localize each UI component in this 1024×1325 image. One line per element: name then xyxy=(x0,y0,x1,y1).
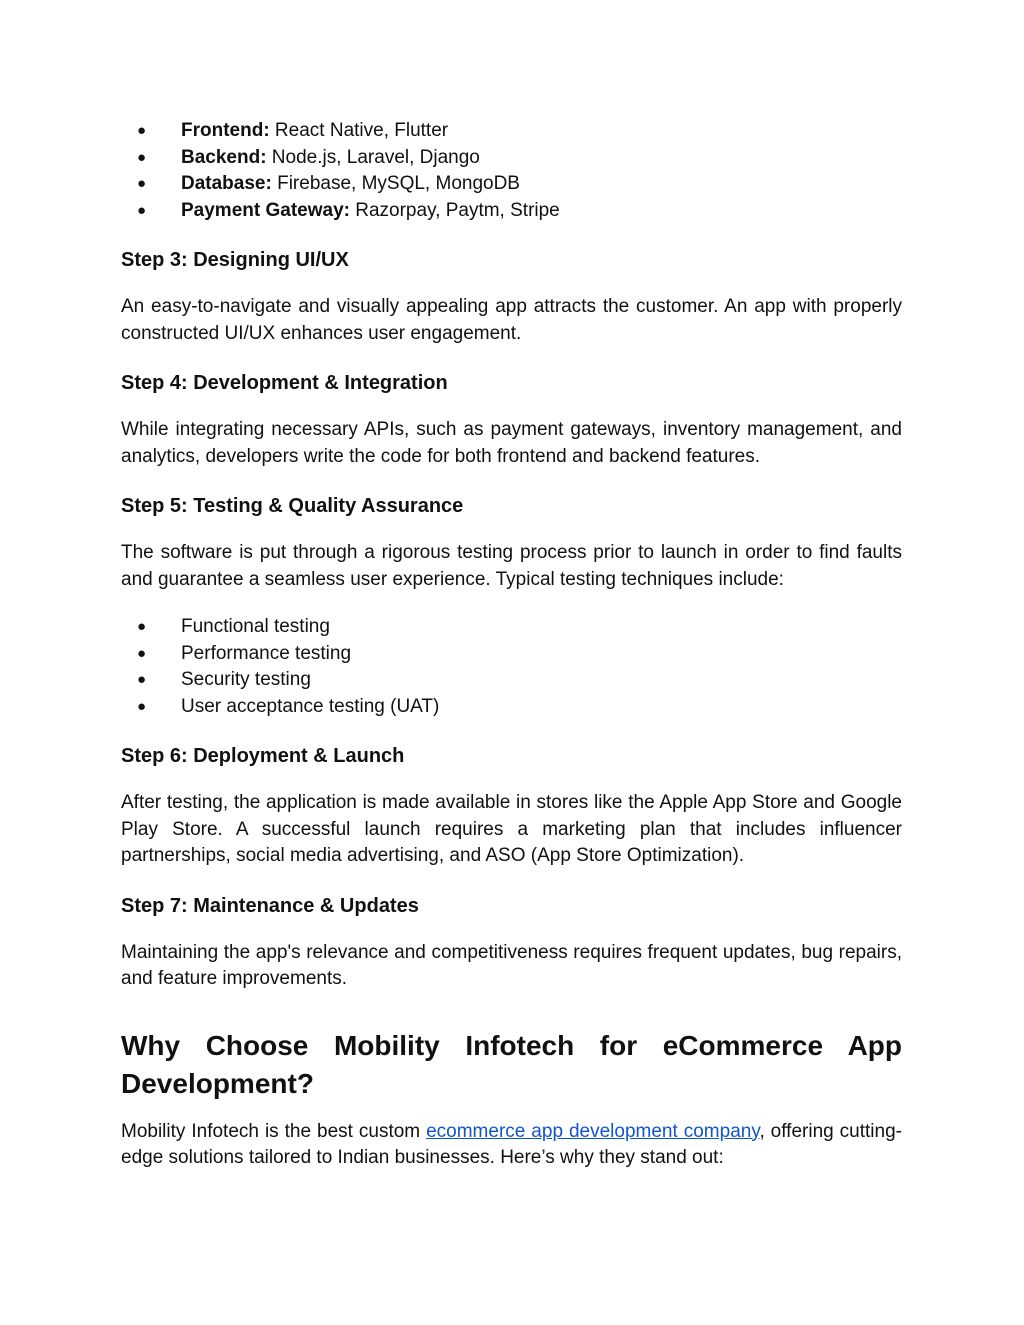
document-page xyxy=(121,118,902,1172)
list-item xyxy=(121,641,902,668)
bullet-icon: ● xyxy=(137,644,147,662)
step3-paragraph: An easy-to-navigate and visually appealing app attracts the customer. An app with properly constructed UI/UX enhances user engagement. xyxy=(121,296,902,344)
item-text: Performance testing xyxy=(181,642,352,664)
item-label: Payment Gateway: xyxy=(181,199,350,221)
bullet-icon: ● xyxy=(137,671,147,688)
intro-text-before: Mobility Infotech is the best custom xyxy=(121,1120,427,1142)
step7-heading: Step 7: Maintenance & Updates xyxy=(121,894,419,917)
item-text: Security testing xyxy=(181,669,311,690)
bullet-icon: ● xyxy=(137,697,147,715)
why-choose-heading: Why Choose Mobility Infotech for eCommerce App Development? xyxy=(121,1029,902,1099)
item-label: Database: xyxy=(181,173,272,194)
item-value: Firebase, MySQL, MongoDB xyxy=(271,173,520,194)
list-item xyxy=(121,694,902,721)
list-item xyxy=(121,667,902,694)
item-label: Backend: xyxy=(181,146,267,168)
item-text: User acceptance testing (UAT) xyxy=(181,695,440,717)
bullet-icon: ● xyxy=(137,122,147,139)
list-item xyxy=(121,198,902,225)
item-label: Frontend: xyxy=(181,120,270,141)
testing-techniques-list xyxy=(121,614,902,720)
step4-heading: Step 4: Development & Integration xyxy=(121,372,448,394)
item-text: Functional testing xyxy=(181,616,330,637)
list-item xyxy=(121,145,902,172)
step6-heading: Step 6: Deployment & Launch xyxy=(121,745,405,767)
list-item xyxy=(121,118,902,145)
step5-heading: Step 5: Testing & Quality Assurance xyxy=(121,495,464,517)
intro-text-after: , offering cutting-edge solutions tailored to Indian businesses. Here’s why they stand out: xyxy=(121,1120,902,1168)
bullet-icon: ● xyxy=(137,148,147,166)
step6-paragraph: After testing, the application is made available in stores like the Apple App Store and Google Play Store. A successful launch requires a marketing plan that includes influencer partnerships, social media advertising, and ASO (App Store Optimization). xyxy=(121,792,902,866)
step5-paragraph: The software is put through a rigorous testing process prior to launch in order to find faults and guarantee a seamless user experience. Typical testing techniques include: xyxy=(121,542,902,590)
bullet-icon: ● xyxy=(137,175,147,192)
ecommerce-app-development-company-link[interactable]: ecommerce app development company xyxy=(426,1120,760,1142)
step7-paragraph: Maintaining the app's relevance and competitiveness requires frequent updates, bug repairs, and feature improvements. xyxy=(121,941,902,989)
bullet-icon: ● xyxy=(137,618,147,635)
tech-stack-list xyxy=(121,118,902,224)
step4-paragraph: While integrating necessary APIs, such as payment gateways, inventory management, and analytics, developers write the code for both frontend and backend features. xyxy=(121,419,902,467)
step3-heading: Step 3: Designing UI/UX xyxy=(121,249,349,271)
item-value: Node.js, Laravel, Django xyxy=(266,146,480,168)
list-item xyxy=(121,171,902,198)
why-choose-paragraph xyxy=(121,1119,902,1172)
bullet-icon: ● xyxy=(137,201,147,219)
item-value: Razorpay, Paytm, Stripe xyxy=(349,199,560,221)
item-value: React Native, Flutter xyxy=(269,120,449,141)
list-item xyxy=(121,614,902,641)
